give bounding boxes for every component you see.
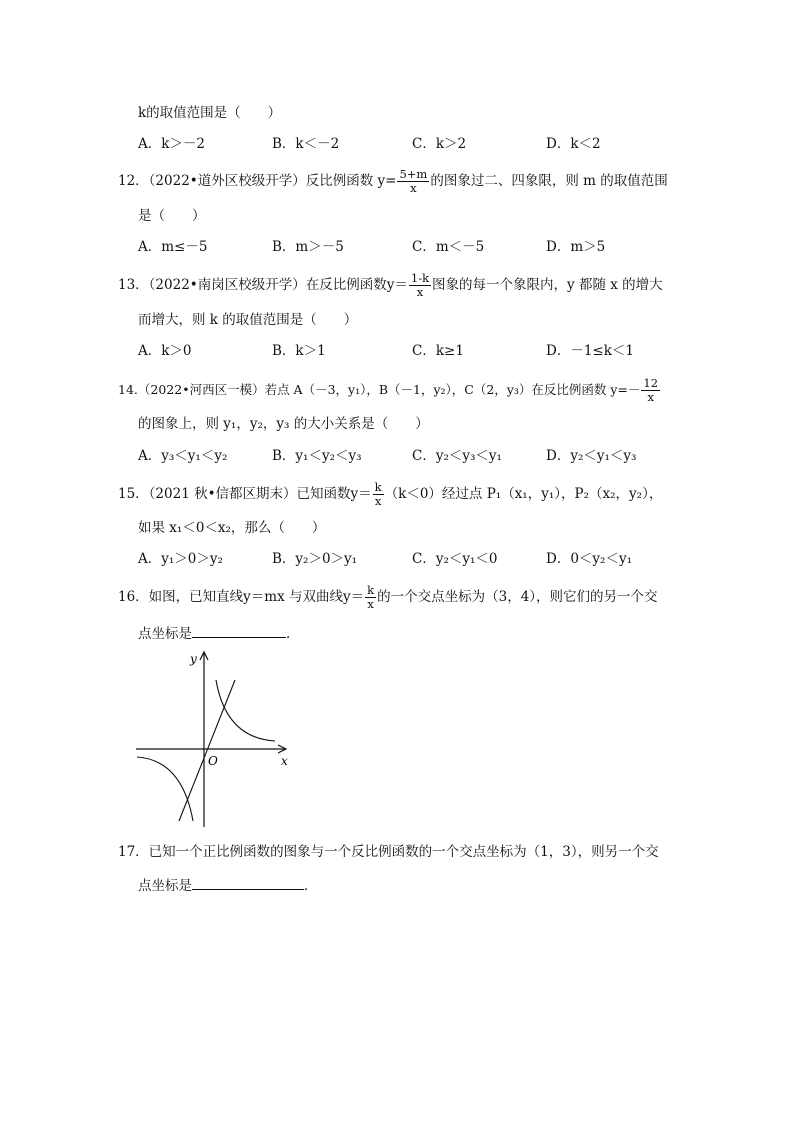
q13-option-b: B．k＞1 bbox=[272, 343, 326, 359]
q15-stem: 15．（2021 秋•信都区期末）已知函数y＝ $\frac{k}{x}$ （k＜0）经过点 P₁（x₁，y₁），P₂（x₂，y₂）， bbox=[118, 480, 663, 508]
q15-stem-cont: 如果 x₁＜0＜x₂，那么（ ） bbox=[138, 520, 326, 536]
q11-option-d: D．k＜2 bbox=[546, 136, 601, 152]
q12-option-b: B．m＞－5 bbox=[272, 239, 344, 255]
q13-option-a: A．k＞0 bbox=[138, 343, 192, 359]
q15-option-c: C．y₂＜y₁＜0 bbox=[412, 551, 498, 567]
q12-option-c: C．m＜－5 bbox=[412, 239, 485, 255]
q13-option-c: C．k≥1 bbox=[412, 343, 464, 359]
q14-fraction: $\frac{12}{x}$ bbox=[643, 376, 659, 404]
q12-option-a: A．m≤－5 bbox=[138, 239, 208, 255]
q17-stem-cont: 点坐标是 ． bbox=[138, 875, 318, 895]
q11-stem: k的取值范围是（ ） bbox=[138, 105, 282, 121]
q14-option-c: C．y₂＜y₃＜y₁ bbox=[412, 448, 502, 464]
q11-option-b: B．k＜－2 bbox=[272, 136, 340, 152]
q13-fraction: $\frac{1-k}{x}$ bbox=[410, 271, 430, 299]
q15-fraction: $\frac{k}{x}$ bbox=[374, 480, 382, 508]
q12-option-d: D．m＞5 bbox=[546, 239, 606, 255]
q17-stem: 17．已知一个正比例函数的图象与一个反比例函数的一个交点坐标为（1，3），则另一个交 bbox=[118, 844, 659, 860]
q13-stem: 13．（2022•南岗区校级开学）在反比例函数y＝ $\frac{1-k}{x}$ 图象的每一个象限内，y 都随 x 的增大 bbox=[118, 271, 663, 299]
q12-fraction: $\frac{5+m}{x}$ bbox=[399, 167, 428, 195]
q14-stem: 14.（2022•河西区一模）若点 A（－3，y₁），B（－1，y₂），C（2，y₃）在反比例函数 y=－ $\frac{12}{x}$ bbox=[118, 376, 659, 404]
y-axis-label: y bbox=[190, 652, 197, 666]
x-axis-label: x bbox=[281, 754, 288, 768]
q12-stem: 12．（2022•道外区校级开学）反比例函数 y= $\frac{5+m}{x}$ 的图象过二、四象限，则 m 的取值范围 bbox=[118, 167, 668, 195]
hyperbola-branch-q3 bbox=[137, 757, 193, 821]
q16-graph bbox=[130, 645, 300, 830]
q15-option-b: B．y₂＞0＞y₁ bbox=[272, 551, 358, 567]
q14-option-b: B．y₁＜y₂＜y₃ bbox=[272, 448, 362, 464]
origin-label: O bbox=[208, 754, 218, 768]
q16-stem-cont: 点坐标是 ． bbox=[138, 623, 300, 643]
q12-stem-cont: 是（ ） bbox=[138, 208, 206, 224]
q16-answer-blank[interactable] bbox=[192, 623, 286, 638]
q13-option-d: D．－1≤k＜1 bbox=[546, 343, 634, 359]
q17-answer-blank[interactable] bbox=[192, 875, 304, 890]
q13-stem-cont: 而增大，则 k 的取值范围是（ ） bbox=[138, 312, 358, 328]
q11-option-c: C．k＞2 bbox=[412, 136, 467, 152]
q16-fraction: $\frac{k}{x}$ bbox=[367, 583, 375, 611]
q14-stem-cont: 的图象上，则 y₁，y₂，y₃ 的大小关系是（ ） bbox=[138, 416, 429, 432]
q11-option-a: A．k＞－2 bbox=[138, 136, 206, 152]
q16-stem: 16．如图，已知直线y＝mx 与双曲线y＝ $\frac{k}{x}$ 的一个交点坐标为（3，4），则它们的另一个交 bbox=[118, 583, 658, 611]
q14-option-d: D．y₂＜y₁＜y₃ bbox=[546, 448, 637, 464]
q14-option-a: A．y₃＜y₁＜y₂ bbox=[138, 448, 228, 464]
q15-option-d: D．0＜y₂＜y₁ bbox=[546, 551, 632, 567]
hyperbola-branch-q1 bbox=[216, 680, 275, 741]
q15-option-a: A．y₁＞0＞y₂ bbox=[138, 551, 223, 567]
